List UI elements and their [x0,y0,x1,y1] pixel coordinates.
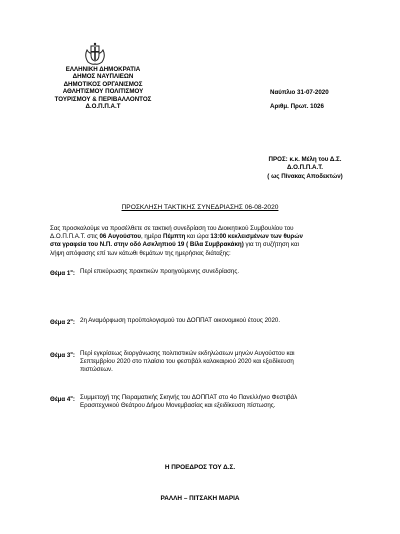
recipients-line: ( ως Πίνακας Αποδεκτών) [267,172,343,180]
signatory-role: Η ΠΡΟΕΔΡΟΣ ΤΟΥ Δ.Σ. [164,464,236,471]
org-line: Δ.Ο.Π.Π.Α.Τ [85,103,121,111]
agenda-item-text [80,350,294,375]
intro-line [50,233,360,241]
document-title: ΠΡΟΣΚΛΗΣΗ ΤΑΚΤΙΚΗΣ ΣΥΝΕΔΡΙΑΣΗΣ 06-08-2020 [121,204,279,211]
protocol-number: Αριθμ. Πρωτ. 1026 [270,103,324,110]
intro-line: Σας προσκαλούμε να προσέλθετε σε τακτική συνεδρίαση του Διοικητικού Συμβουλίου του [50,225,294,232]
org-line: ΤΟΥΡΙΣΜΟΥ & ΠΕΡΙΒΑΛΛΟΝΤΟΣ [54,95,152,103]
agenda-item-text [80,394,297,410]
issuing-organization [43,66,163,110]
agenda-line: Σεπτεμβρίου 2020 στο πλαίσιο του φεστιβάλ καλοκαιριού 2020 και εξειδίκευση [80,358,294,366]
intro-text: για τη συζήτηση και [243,241,299,249]
org-line: ΔΗΜΟΤΙΚΟΣ ΟΡΓΑΝΙΣΜΟΣ [63,80,143,88]
agenda-item-label: Θέμα $1^o$: [50,268,75,278]
recipients-block [250,156,360,181]
intro-text: Δ.Ο.Π.Π.Α.Τ. στις [50,233,100,241]
agenda-line: 2η Αναμόρφωση προϋπολογισμού του ΔΟΠΠΑΤ οικονομικού έτους 2020. [80,317,281,324]
intro-line [50,241,360,249]
meeting-date: 06 Αυγούστου [99,233,141,241]
org-line: ΔΗΜΟΣ ΝΑΥΠΛΙΕΩΝ [72,73,134,81]
agenda-item-label: Θέμα $2^o$: [50,317,75,327]
org-line: ΕΛΛΗΝΙΚΗ ΔΗΜΟΚΡΑΤΙΑ [65,66,141,73]
intro-line: λήψη απόφασης επί των κάτωθι θεμάτων της ημερήσιας διάταξης: [50,249,231,257]
meeting-location: στα γραφεία του Ν.Π. στην οδό Ασκληπιού 19 ( Βίλα Συμβρακάκη) [50,241,244,249]
agenda-item-text [80,268,239,276]
agenda-item-label: Θέμα $4^o$: [50,394,75,404]
org-line: ΑΘΛΗΤΙΣΜΟΥ ΠΟΛΙΤΙΣΜΟΥ [62,88,144,96]
meeting-day: Πέμπτη [162,233,186,241]
document-date: Ναύπλιο 31-07-2020 [270,89,329,96]
signatory-name: ΡΑΛΛΗ – ΠΙΤΣΑΚΗ ΜΑΡΙΑ [160,495,240,502]
agenda-line: Περί εγκρίσεως διοργάνωσης πολιτιστικών εκδηλώσεων μηνών Αυγούστου και [80,350,295,357]
meeting-time: 13:00 κεκλεισμένων των θυρών [210,233,303,241]
recipients-line: ΠΡΟΣ: κ.κ. Μέλη του Δ.Σ. [268,156,342,163]
document-meta [270,86,350,114]
intro-text: και ώρα [185,233,211,241]
agenda-line: Συμμετοχή της Πειραματικής Σκηνής του ΔΟΠΠΑΤ στο 4ο Πανελλήνιο Φεστιβάλ [80,394,298,401]
greek-coat-of-arms-icon [84,42,106,66]
intro-text: , ημέρα [140,233,163,241]
agenda-line: Περί επικύρωσης πρακτικών προηγούμενης συνεδρίασης. [80,268,240,275]
agenda-item-text [80,317,280,325]
agenda-item-label: Θέμα $3^o$: [50,350,75,360]
agenda-line: πιστώσεων. [80,366,113,374]
agenda-line: Ερασιτεχνικού Θεάτρου Δήμου Μονεμβασίας και εξειδίκευση πίστωσης. [80,402,276,410]
intro-paragraph [50,225,360,258]
recipients-line: Δ.Ο.Π.Π.Α.Τ. [286,164,324,172]
